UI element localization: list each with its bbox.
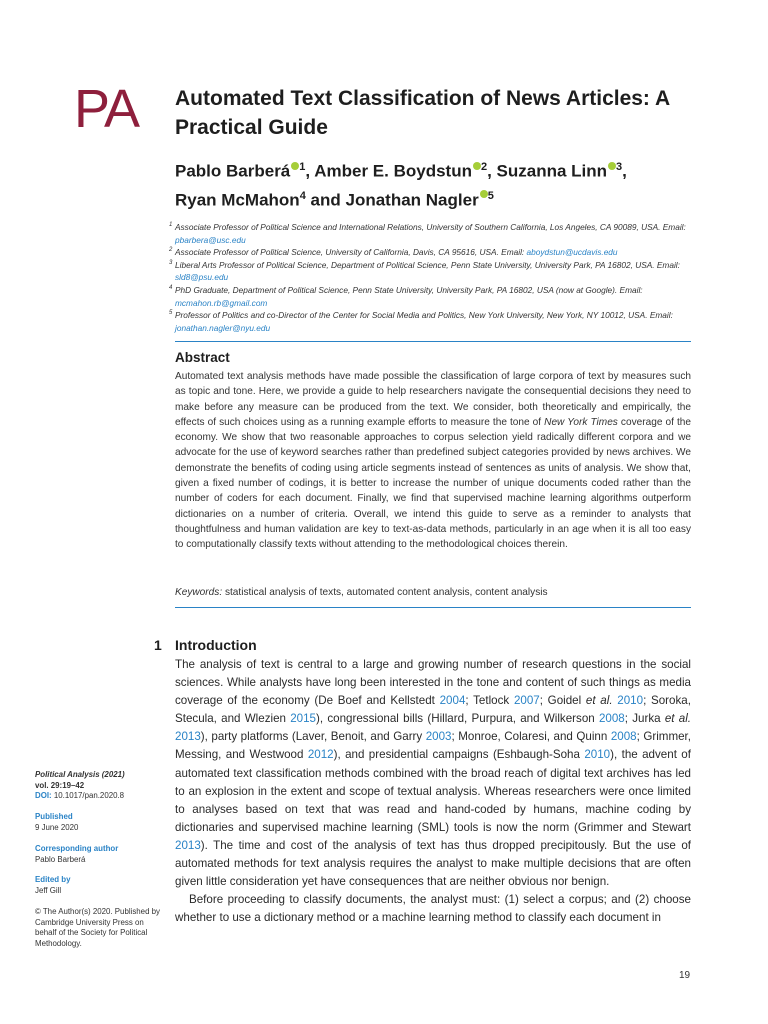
edited-label: Edited by [35, 875, 71, 884]
paragraph: Before proceeding to classify documents, the analyst must: (1) select a corpus; and (2) choose whether to use a dictionary method or a machine learning method to classify each document in [175, 893, 691, 925]
affiliation-item: 4 PhD Graduate, Department of Political Science, Penn State University, University Park, PA 16802, USA (now at Google). Email: mcmahon.rb@gmail.com [169, 284, 643, 308]
text-run: ; Soroka, Stecula, and Wlezien [175, 694, 691, 726]
citation-link[interactable]: 2013 [175, 730, 201, 744]
text-run: ; Jurka [624, 712, 665, 726]
affiliations [169, 221, 694, 334]
email-link[interactable]: sld8@psu.edu [175, 272, 229, 283]
doi-label: DOI: [35, 791, 52, 800]
author-affil-num: 2 [480, 161, 488, 173]
doi-link[interactable]: 10.1017/pan.2020.8 [53, 791, 125, 800]
citation-link[interactable]: 2012 [307, 748, 334, 762]
text-run: ; Tetlock [465, 694, 514, 708]
text-run: ; Monroe, Colaresi, and Quinn [451, 730, 611, 744]
corresponding-label: Corresponding author [35, 844, 119, 853]
corresponding-info [35, 844, 165, 865]
email-link[interactable]: pbarbera@usc.edu [175, 234, 246, 245]
author-affil-num: 3 [616, 161, 623, 173]
corresponding-author: Pablo Barberá [35, 854, 86, 864]
paragraph [175, 656, 691, 891]
page-number: 19 [679, 970, 691, 981]
journal-info [35, 770, 165, 802]
editor-info [35, 875, 165, 896]
author-affil-num: 5 [487, 189, 494, 202]
published-info [35, 812, 165, 833]
email-link[interactable]: aboydstun@ucdavis.edu [526, 247, 618, 258]
citation-link[interactable]: 2008 [610, 730, 637, 744]
author-list: Pablo Barberá $^1$, Amber E. Boydstun $^2$, Suzanna Linn $^3$, Ryan McMahon$^4$ and Jonathan Nagler $^5$ [175, 161, 627, 210]
section-number: 1 [154, 637, 162, 653]
text-run: ), congressional bills (Hillard, Purpura, and Wilkerson [316, 712, 599, 726]
author-affil-num: 4 [299, 189, 306, 202]
copyright-notice: © The Author(s) 2020. Published by Cambridge University Press on behalf of the Society for Political Methodology. [35, 907, 160, 948]
divider [175, 607, 691, 608]
orcid-icon[interactable] [608, 162, 616, 170]
journal-name: Political Analysis (2021) [35, 770, 125, 779]
citation-link[interactable]: 2003 [425, 730, 452, 744]
author-name: Amber E. Boydstun [314, 161, 472, 181]
published-date: 9 June 2020 [35, 822, 79, 832]
article-title: Automated Text Classification of News Articles: A Practical Guide [175, 87, 670, 139]
italic-text: et al. [585, 694, 613, 708]
keywords-label: Keywords: [175, 587, 223, 598]
affiliation-item: 1 Associate Professor of Political Science and International Relations, University of Southern California, Los Angeles, CA 90089, USA. Email: pbarbera@usc.edu [169, 222, 686, 245]
citation-link[interactable]: 2004 [439, 694, 466, 708]
email-link[interactable]: jonathan.nagler@nyu.edu [175, 322, 271, 333]
keywords [175, 587, 691, 598]
email-link[interactable]: mcmahon.rb@gmail.com [175, 297, 268, 308]
text-run: The analysis of text is central to a large and growing number of research questions in the social sciences. While analysts have long been interested in the tone and content of such things as media coverage of the economy (De Boef and Kellstedt [175, 658, 691, 708]
section-heading: Introduction [175, 637, 257, 653]
author-name: Jonathan Nagler [345, 190, 479, 210]
affiliation-item: 2 Associate Professor of Political Science, University of California, Davis, CA 95616, USA. Email: aboydstun@ucdavis.edu [169, 247, 618, 258]
citation-link[interactable]: 2007 [513, 694, 540, 708]
body-text [175, 656, 691, 927]
affiliation-item: 3 Liberal Arts Professor of Political Science, Department of Political Science, Penn State University, University Park, PA 16802, USA. Email: sld8@psu.edu [169, 259, 680, 283]
keywords-list: statistical analysis of texts, automated content analysis, content analysis [224, 587, 548, 598]
citation-link[interactable]: 2015 [290, 712, 317, 726]
author-name: Pablo Barberá [175, 161, 291, 181]
abstract-text: Automated text analysis methods have made possible the classification of large corpora of text by measures such as topic and tone. Here, we provide a guide to help researchers navigate the consequential decisions they need to make before any measure can be produced from the text. We consider, both theoretically and empirically, the effects of such choices using as a running example efforts to measure the tone of New York Times coverage of the economy. We show that two reasonable approaches to corpus selection yield radically different corpora and we advocate for the use of keyword searches rather than predefined subject categories provided by news archives. We demonstrate the benefits of coding using article segments instead of sentences as units of analysis. We show that, given a fixed number of codings, it is better to increase the number of unique documents coded rather than the number of coders for each document. Finally, we find that supervised machine learning algorithms outperform dictionaries on a number of criteria. Overall, we intend this guide to serve as a reminder to analysts that thoughtfulness and human validation are key to text-as-data methods, particularly in an age when it is all too easy to computationally classify texts without attending to the methodological choices therein. [175, 371, 691, 551]
affiliation-item: 5 Professor of Politics and co-Director of the Center for Social Media and Politics, New York University, New York, NY 10012, USA. Email: jonathan.nagler@nyu.edu [169, 310, 673, 333]
orcid-icon[interactable] [473, 162, 481, 170]
text-run: ), the advent of automated text classification methods combined with the broad reach of digital text archives has led to an explosion in the extent and scope of textual analysis. Whereas researchers were once limited to analyses based on text that was read and hand-coded by humans, machine coding by dictionaries and supervised machine learning (SML) tools is now the norm (Grimmer and Stewart [175, 748, 691, 834]
journal-volume: vol. 29:19–42 [35, 780, 85, 790]
citation-link[interactable]: 2013 [175, 838, 201, 852]
text-run: ). The time and cost of the analysis of text has thus dropped precipitously. But the use of automated methods for text analysis requires the analyst to make multiple decisions that are often given little consideration yet have consequences that are neither obvious nor benign. [175, 838, 691, 889]
orcid-icon[interactable] [480, 190, 488, 198]
text-run: ), party platforms (Laver, Benoit, and Garry [200, 730, 426, 744]
journal-logo: PA [74, 79, 139, 139]
divider [175, 341, 691, 342]
published-label: Published [35, 812, 73, 821]
abstract-heading: Abstract [175, 350, 230, 365]
citation-link[interactable]: 2010 [584, 748, 611, 762]
text-run: ; Goidel [539, 694, 586, 708]
text-run: ), and presidential campaigns (Eshbaugh-Soha [333, 748, 585, 762]
author-name: Ryan McMahon [175, 190, 300, 210]
author-affil-num: 1 [299, 161, 306, 173]
editor-name: Jeff Gill [35, 885, 62, 895]
citation-link[interactable]: 2008 [598, 712, 625, 726]
author-name: Suzanna Linn [496, 161, 608, 181]
italic-text: et al. [664, 712, 691, 726]
text-run: ; Grimmer, Messing, and Westwood [175, 730, 691, 762]
citation-link[interactable]: 2010 [617, 694, 644, 708]
